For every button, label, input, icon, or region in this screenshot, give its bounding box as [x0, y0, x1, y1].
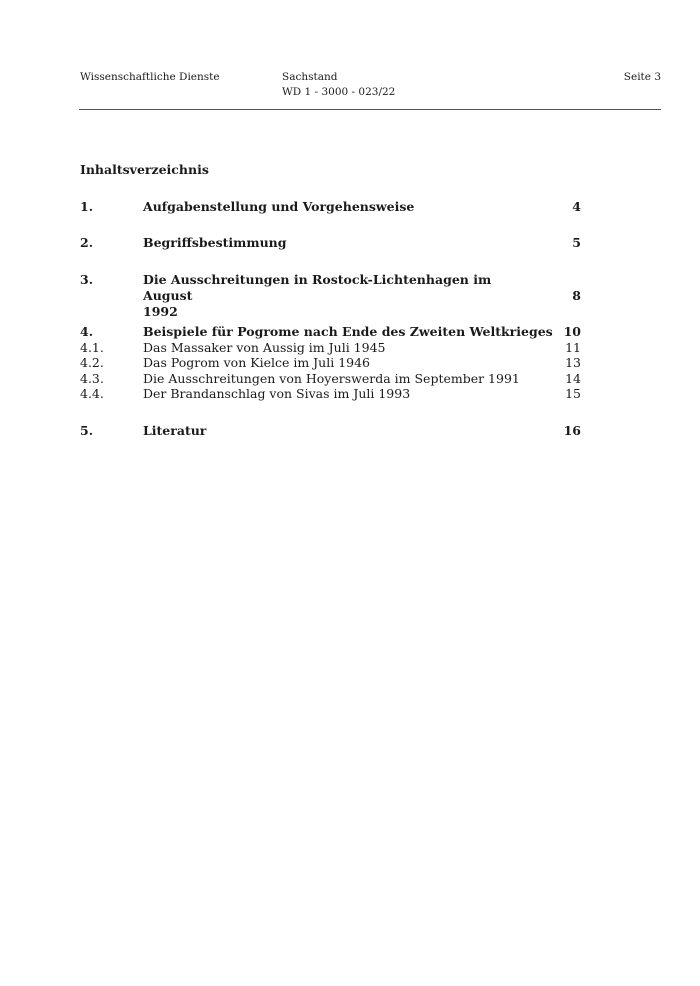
page-header [80, 70, 661, 110]
toc-entry-number: 5. [80, 423, 94, 438]
toc-entry-number: 2. [80, 235, 94, 250]
toc-entry-page: 15 [565, 386, 581, 401]
toc-entry-number: 4. [80, 324, 94, 339]
toc-entry-title: Aufgabenstellung und Vorgehensweise [143, 199, 415, 214]
toc-entry-page: 13 [565, 355, 581, 370]
toc-entry-title: Das Massaker von Aussig im Juli 1945 [143, 340, 386, 355]
toc-entry-page: 14 [565, 371, 581, 386]
toc-entry-title-line-2: 1992 [143, 304, 178, 319]
toc-entry-page: 5 [572, 235, 581, 250]
toc-entry-title: Beispiele für Pogrome nach Ende des Zweiten Weltkrieges [143, 324, 553, 339]
toc-entry-title [143, 272, 513, 320]
header-organization: Wissenschaftliche Dienste [80, 71, 220, 83]
toc-entry-title: Die Ausschreitungen von Hoyerswerda im September 1991 [143, 371, 520, 386]
toc-entry-page: 16 [563, 423, 581, 438]
toc-entry-title-line-1: Die Ausschreitungen in Rostock-Lichtenhagen im August [143, 272, 492, 303]
toc-entry-number: 4.2. [80, 355, 104, 370]
toc-entry-number: 4.1. [80, 340, 104, 355]
toc-entry-3[interactable] [80, 272, 581, 319]
toc-entry-number: 1. [80, 199, 94, 214]
toc-title: Inhaltsverzeichnis [80, 162, 209, 177]
toc-entry-title: Literatur [143, 423, 207, 438]
toc-entry-number: 4.4. [80, 386, 104, 401]
toc-entry-title: Das Pogrom von Kielce im Juli 1946 [143, 355, 371, 370]
header-document-number: WD 1 - 3000 - 023/22 [282, 86, 396, 98]
toc-entry-page: 4 [572, 199, 581, 214]
toc-entry-page: 8 [572, 288, 581, 303]
toc-entry-title: Der Brandanschlag von Sivas im Juli 1993 [143, 386, 411, 401]
header-document-info [282, 70, 395, 100]
header-document-type: Sachstand [282, 71, 338, 83]
header-page-number: Seite 3 [623, 71, 661, 83]
toc-entry-page: 11 [565, 340, 581, 355]
header-divider [79, 109, 661, 110]
toc-entry-number: 3. [80, 272, 94, 287]
toc-entry-number: 4.3. [80, 371, 104, 386]
toc-entry-page: 10 [563, 324, 581, 339]
toc-entry-title: Begriffsbestimmung [143, 235, 287, 250]
